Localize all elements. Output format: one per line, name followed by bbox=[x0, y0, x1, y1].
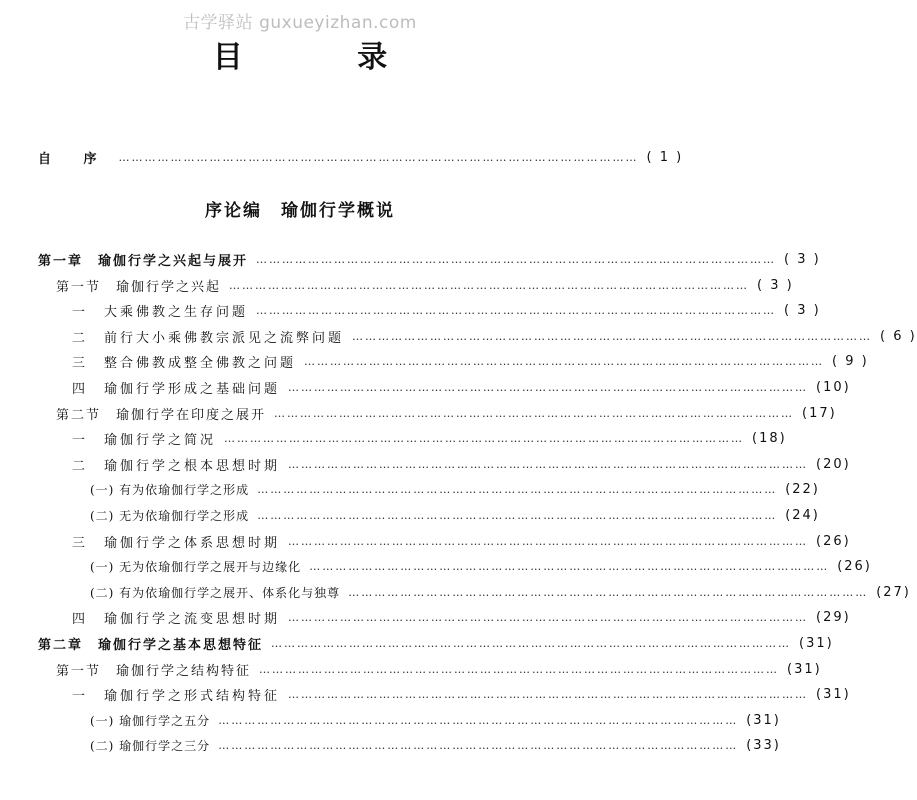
toc-entry-page: (31) bbox=[816, 686, 851, 702]
toc-entry-section[interactable] bbox=[38, 658, 822, 680]
toc-entry-label: (二) 有为依瑜伽行学之展开、体系化与独尊 bbox=[90, 585, 341, 600]
toc-entry-page: (31) bbox=[799, 635, 834, 651]
toc-entry-label: (一) 有为依瑜伽行学之形成 bbox=[90, 482, 250, 497]
toc-entry-preface[interactable] bbox=[38, 146, 684, 168]
toc-entry-label: 第二章 瑜伽行学之基本思想特征 bbox=[38, 637, 264, 653]
toc-entry-sub[interactable] bbox=[38, 709, 781, 731]
toc-entry-page: (18) bbox=[752, 430, 787, 446]
toc-entry-topic[interactable] bbox=[38, 606, 851, 628]
leader-dots: ………………………………………………………………………………………………………… bbox=[256, 252, 777, 266]
toc-entry-page: ( 6 ) bbox=[880, 328, 917, 344]
leader-dots: ………………………………………………………………………………………………………… bbox=[257, 508, 778, 522]
toc-entry-label: 一 瑜伽行学之简况 bbox=[72, 432, 217, 448]
toc-entry-chapter[interactable] bbox=[38, 248, 821, 270]
toc-entry-label: 三 整合佛教成整全佛教之问题 bbox=[72, 355, 297, 371]
toc-entry-topic[interactable] bbox=[38, 453, 851, 475]
leader-dots: ………………………………………………………………………………………………………… bbox=[274, 406, 795, 420]
toc-entry-sub[interactable] bbox=[38, 734, 781, 756]
toc-entry-page: ( 1 ) bbox=[646, 149, 684, 165]
toc-entry-section[interactable] bbox=[38, 274, 794, 296]
leader-dots: ………………………………………………………………………………………………………… bbox=[288, 457, 809, 471]
leader-dots: ………………………………………………………………………………………………………… bbox=[218, 738, 739, 752]
leader-dots: ………………………………………………………………………………………………………… bbox=[309, 559, 830, 573]
toc-entry-topic[interactable] bbox=[38, 325, 917, 347]
toc-entry-topic[interactable] bbox=[38, 530, 851, 552]
toc-entry-page: (10) bbox=[816, 379, 851, 395]
toc-entry-topic[interactable] bbox=[38, 350, 869, 372]
toc-entry-topic[interactable] bbox=[38, 299, 821, 321]
toc-entry-chapter[interactable] bbox=[38, 632, 834, 654]
toc-entry-page: (33) bbox=[746, 737, 781, 753]
leader-dots: ………………………………………………………………………………………………………… bbox=[224, 431, 745, 445]
leader-dots: ………………………………………………………………………………………………………… bbox=[257, 482, 778, 496]
toc-entry-page: (20) bbox=[816, 456, 851, 472]
toc-entry-topic[interactable] bbox=[38, 376, 851, 398]
toc-entry-page: (29) bbox=[816, 609, 851, 625]
toc-entry-page: (31) bbox=[787, 661, 822, 677]
watermark: 古学驿站 guxueyizhan.com bbox=[183, 13, 417, 33]
toc-entry-label: 第一节 瑜伽行学之结构特征 bbox=[56, 663, 252, 679]
toc-entry-label: 第一节 瑜伽行学之兴起 bbox=[56, 279, 222, 295]
toc-entry-page: (26) bbox=[816, 533, 851, 549]
leader-dots: ………………………………………………………………………………………………………… bbox=[352, 329, 873, 343]
toc-entry-sub[interactable] bbox=[38, 504, 820, 526]
toc-entry-page: ( 3 ) bbox=[784, 251, 821, 267]
leader-dots: ………………………………………………………………………………………………………… bbox=[288, 610, 809, 624]
page-title: 目 录 bbox=[212, 40, 440, 75]
leader-dots: ………………………………………………………………………………………………………… bbox=[348, 585, 869, 599]
toc-entry-page: (27) bbox=[876, 584, 911, 600]
toc-entry-sub[interactable] bbox=[38, 478, 820, 500]
leader-dots: ………………………………………………………………………………………………………… bbox=[271, 636, 792, 650]
toc-entry-label: (二) 无为依瑜伽行学之形成 bbox=[90, 508, 250, 523]
leader-dots: ………………………………………………………………………………………………………… bbox=[288, 687, 809, 701]
toc-entry-page: (22) bbox=[785, 481, 820, 497]
toc-entry-label: 第二节 瑜伽行学在印度之展开 bbox=[56, 407, 267, 423]
toc-entry-page: (24) bbox=[785, 507, 820, 523]
toc-entry-label: 二 瑜伽行学之根本思想时期 bbox=[72, 458, 281, 474]
toc-entry-page: (31) bbox=[746, 712, 781, 728]
toc-entry-sub[interactable] bbox=[38, 555, 872, 577]
toc-entry-label: 二 前行大小乘佛教宗派见之流弊问题 bbox=[72, 330, 345, 346]
toc-entry-label: 四 瑜伽行学之流变思想时期 bbox=[72, 611, 281, 627]
leader-dots: ………………………………………………………………………………………………………… bbox=[288, 380, 809, 394]
toc-entry-label: (一) 瑜伽行学之五分 bbox=[90, 713, 211, 728]
toc-entry-label: 自 序 bbox=[38, 151, 111, 167]
leader-dots: ………………………………………………………………………………………………………… bbox=[218, 713, 739, 727]
part-heading: 序论编 瑜伽行学概说 bbox=[205, 201, 395, 221]
toc-entry-label: 三 瑜伽行学之体系思想时期 bbox=[72, 535, 281, 551]
toc-entry-section[interactable] bbox=[38, 402, 837, 424]
leader-dots: ………………………………………………………………………………………………………… bbox=[229, 278, 750, 292]
toc-entry-label: (二) 瑜伽行学之三分 bbox=[90, 738, 211, 753]
toc-entry-page: ( 3 ) bbox=[784, 302, 821, 318]
toc-entry-label: (一) 无为依瑜伽行学之展开与边缘化 bbox=[90, 559, 302, 574]
toc-entry-topic[interactable] bbox=[38, 427, 787, 449]
toc-entry-label: 一 大乘佛教之生存问题 bbox=[72, 304, 249, 320]
toc-entry-page: ( 3 ) bbox=[757, 277, 794, 293]
toc-entry-page: (26) bbox=[837, 558, 872, 574]
toc-entry-sub[interactable] bbox=[38, 581, 911, 603]
toc-entry-topic[interactable] bbox=[38, 683, 851, 705]
toc-entry-page: ( 9 ) bbox=[832, 353, 869, 369]
toc-entry-label: 第一章 瑜伽行学之兴起与展开 bbox=[38, 253, 249, 269]
toc-entry-label: 四 瑜伽行学形成之基础问题 bbox=[72, 381, 281, 397]
toc-entry-label: 一 瑜伽行学之形式结构特征 bbox=[72, 688, 281, 704]
toc-entry-page: (17) bbox=[802, 405, 837, 421]
leader-dots: ………………………………………………………………………………………………………… bbox=[304, 354, 825, 368]
leader-dots: ………………………………………………………………………………………………………… bbox=[259, 662, 780, 676]
leader-dots: ………………………………………………………………………………………………………… bbox=[118, 150, 639, 164]
leader-dots: ………………………………………………………………………………………………………… bbox=[288, 534, 809, 548]
leader-dots: ………………………………………………………………………………………………………… bbox=[256, 303, 777, 317]
